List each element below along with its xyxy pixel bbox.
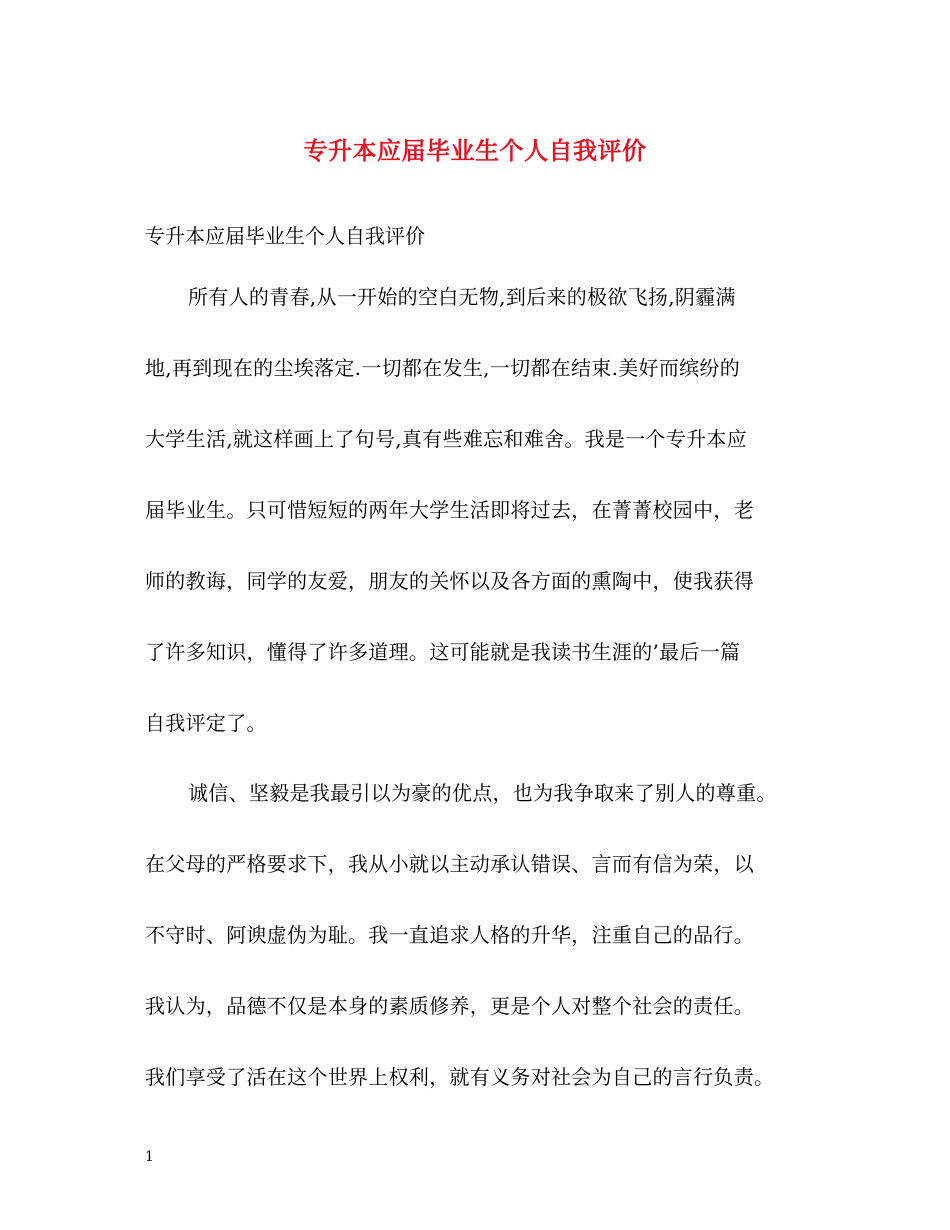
- paragraph-line-12: 我们享受了活在这个世界上权利，就有义务对社会为自己的言行负责。: [145, 1065, 775, 1089]
- document-subtitle: 专升本应届毕业生个人自我评价: [145, 224, 425, 248]
- paragraph-line-11: 我认为，品德不仅是本身的素质修养，更是个人对整个社会的责任。: [145, 994, 754, 1018]
- paragraph-line-4: 届毕业生。只可惜短短的两年大学生活即将过去，在菁菁校园中，老: [145, 498, 754, 522]
- paragraph-line-5: 师的教诲，同学的友爱，朋友的关怀以及各方面的熏陶中，使我获得: [145, 569, 754, 593]
- paragraph-line-8: 诚信、坚毅是我最引以为豪的优点，也为我争取来了别人的尊重。: [188, 781, 777, 805]
- paragraph-line-3: 大学生活,就这样画上了句号,真有些难忘和难舍。我是一个专升本应: [145, 427, 748, 451]
- paragraph-line-2: 地,再到现在的尘埃落定.一切都在发生,一切都在结束.美好而缤纷的: [145, 356, 741, 380]
- paragraph-line-9: 在父母的严格要求下，我从小就以主动承认错误、言而有信为荣，以: [145, 852, 754, 876]
- paragraph-line-7: 自我评定了。: [145, 711, 267, 735]
- paragraph-line-10: 不守时、阿谀虚伪为耻。我一直追求人格的升华，注重自己的品行。: [145, 923, 754, 947]
- paragraph-line-1: 所有人的青春,从一开始的空白无物,到后来的极欲飞扬,阴霾满: [188, 285, 736, 309]
- page-number: 1: [145, 1149, 154, 1165]
- document-title: 专升本应届毕业生个人自我评价: [303, 136, 647, 165]
- paragraph-line-6: 了许多知识，懂得了许多道理。这可能就是我读书生涯的’最后一篇: [145, 640, 741, 664]
